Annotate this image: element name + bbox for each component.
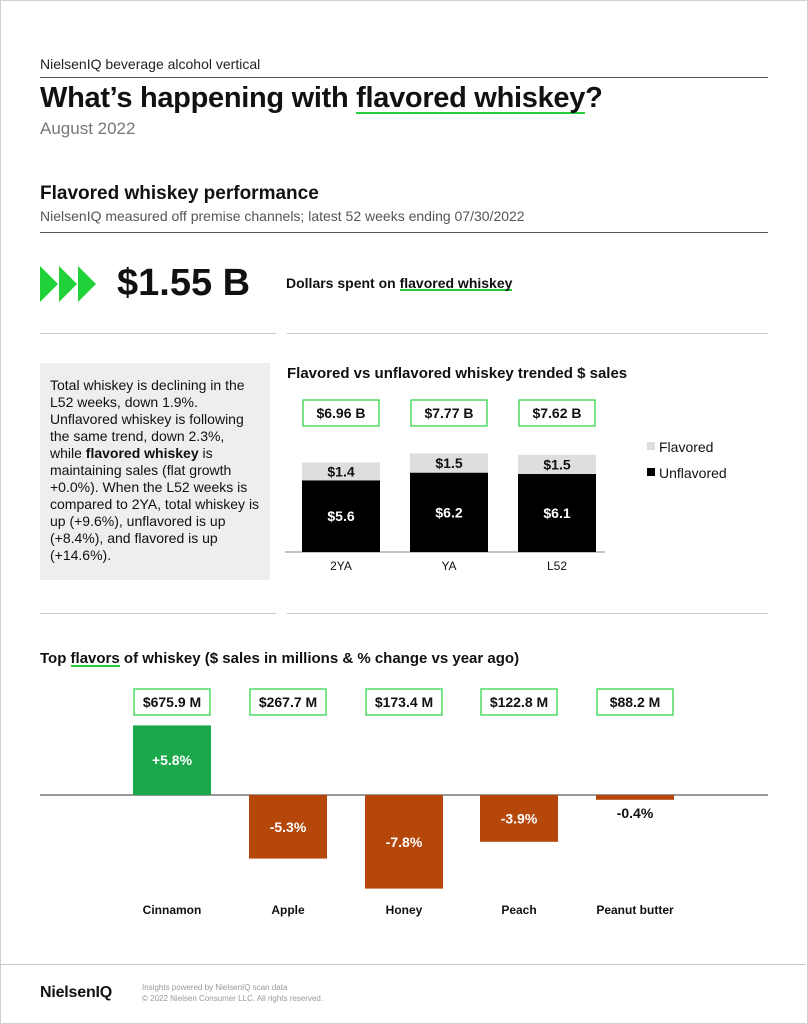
big-label-part1: Dollars spent on [286,275,400,291]
title-highlight: flavored whiskey [356,82,586,114]
flavor-name-label: Honey [385,903,423,917]
pct-change-label: +5.8% [151,752,193,769]
pct-change-label: -7.8% [385,833,423,850]
flavored-value-label: $1.5 [543,456,571,473]
flavor-bar [596,795,674,800]
divider-right-1 [287,333,768,334]
note-part2: is maintaining sales (flat growth +0.0%). When the L52 weeks is compared to 2YA, total whiskey is up (+9.6%), unflavored is up (+8.4%), and flavored is up (+14.6%). [50,445,260,563]
big-value: $1.55 B [117,262,251,304]
footer-line-1: Insights powered by NielsenIQ scan data [142,983,288,992]
bottom-title-highlight: flavors [70,650,120,667]
legend-label-flavored: Flavored [659,439,714,455]
unflavored-value-label: $6.1 [543,504,571,521]
sales-label: $267.7 M [258,694,318,710]
sales-label: $675.9 M [142,694,202,710]
sales-label: $122.8 M [489,694,549,710]
section-divider [40,232,768,233]
legend-label-unflavored: Unflavored [659,465,727,481]
flavor-name-label: Apple [271,903,305,917]
title-part2: ? [585,82,603,114]
note-bold: flavored whiskey [85,445,199,461]
flavor-name-label: Peanut butter [596,903,674,917]
stacked-bar-chart [285,390,765,590]
bottom-title-part2: of whiskey ($ sales in millions & % change vs year ago) [119,650,520,667]
pct-change-label: -5.3% [269,818,307,835]
report-date: August 2022 [40,119,136,138]
legend-swatch-flavored [647,442,655,450]
insight-note [40,363,270,580]
forward-arrows-icon [40,266,100,302]
eyebrow: NielsenIQ beverage alcohol vertical [40,56,261,72]
unflavored-value-label: $6.2 [435,504,463,521]
flavored-value-label: $1.5 [435,455,463,472]
bottom-title-part1: Top [40,650,71,667]
category-label: 2YA [330,559,352,573]
pct-change-label: -3.9% [500,810,538,827]
category-label: YA [441,559,457,573]
title-part1: What’s happening with [40,82,357,114]
big-label-highlight: flavored whiskey [399,275,513,291]
total-label: $7.77 B [424,405,474,421]
sales-label: $173.4 M [374,694,434,710]
stacked-chart-title: Flavored vs unflavored whiskey trended $ sales [287,365,628,382]
section-title: Flavored whiskey performance [40,183,319,204]
total-label: $7.62 B [532,405,582,421]
flavors-chart-title [40,650,519,667]
nielseniq-logo: NielsenIQ [40,984,113,1001]
flavors-bar-chart [40,682,770,922]
divider-left-2 [40,613,276,614]
divider-right-2 [287,613,768,614]
total-label: $6.96 B [316,405,366,421]
note-part1: Total whiskey is declining in the L52 weeks, down 1.9%. Unflavored whiskey is following the same trend, down 2.3%, while [50,377,245,461]
footer-line-2: © 2022 Nielsen Consumer LLC. All rights reserved. [142,994,324,1003]
flavor-name-label: Peach [501,903,537,917]
page-title [40,82,602,115]
unflavored-value-label: $5.6 [327,508,355,525]
legend-swatch-unflavored [647,468,655,476]
divider-left-1 [40,333,276,334]
big-label [286,275,512,291]
category-label: L52 [546,559,568,573]
flavor-name-label: Cinnamon [142,903,202,917]
sales-label: $88.2 M [609,694,661,710]
flavored-value-label: $1.4 [327,463,355,480]
pct-change-label: -0.4% [616,804,654,821]
header-divider [40,77,768,78]
footer-divider [0,964,806,965]
section-subtitle: NielsenIQ measured off premise channels; latest 52 weeks ending 07/30/2022 [40,208,525,224]
